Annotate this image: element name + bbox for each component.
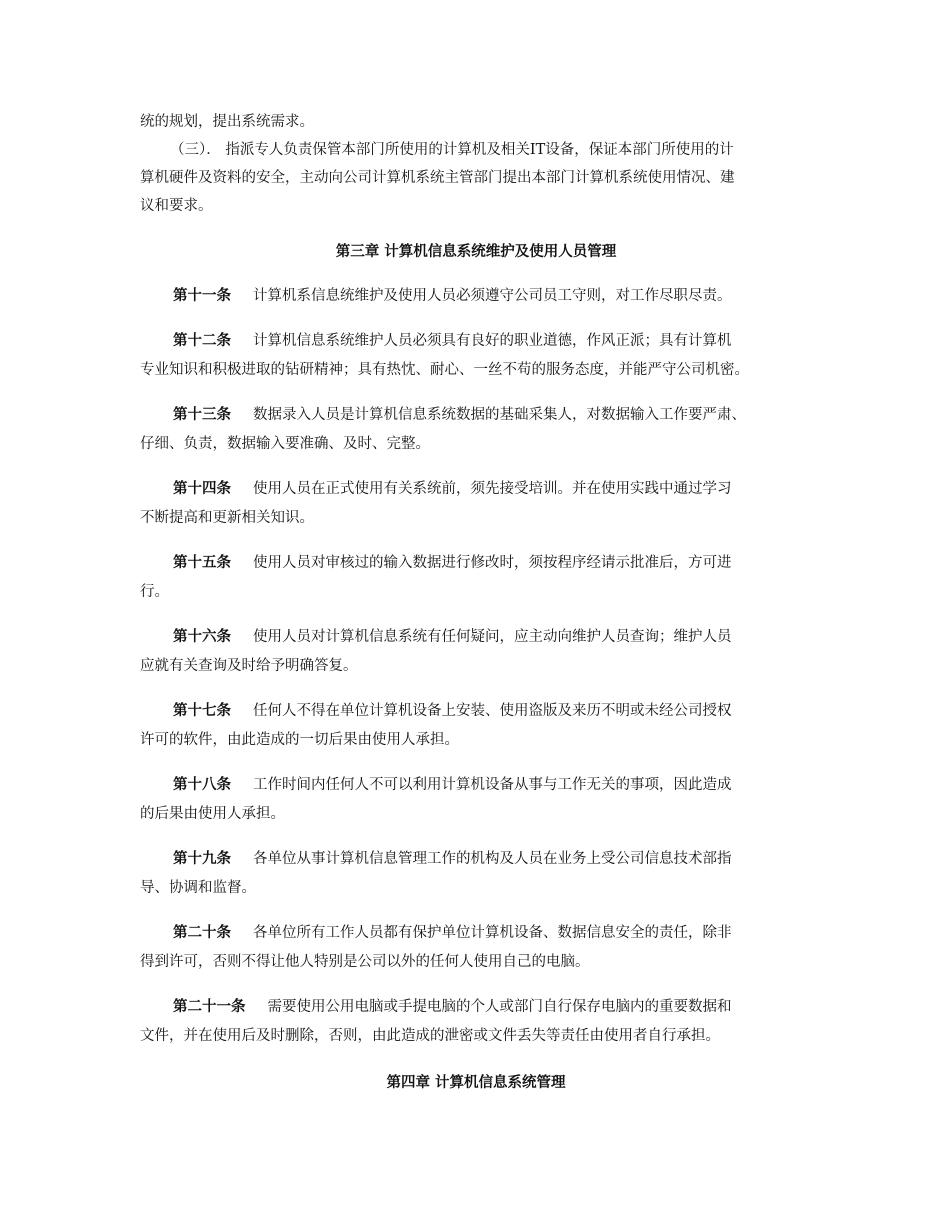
article-title: 第十三条 <box>173 407 231 423</box>
article-text: 导、协调和监督。 <box>140 880 256 896</box>
article-text: 使用人员对计算机信息系统有任何疑问，应主动向维护人员查询；维护人员 <box>253 629 732 645</box>
intro-line-4: 议和要求。 <box>140 198 213 214</box>
article-17 <box>140 697 812 755</box>
article-text: 专业知识和积极进取的钻研精神；具有热忱、耐心、一丝不苟的服务态度，并能严守公司机密。 <box>140 362 749 378</box>
article-text: 不断提高和更新相关知识。 <box>140 510 314 526</box>
article-text: 使用人员在正式使用有关系统前，须先接受培训。并在使用实践中通过学习 <box>253 481 732 497</box>
article-text: 仔细、负责，数据输入要准确、及时、完整。 <box>140 436 430 452</box>
article-text: 工作时间内任何人不可以利用计算机设备从事与工作无关的事项，因此造成 <box>253 777 732 793</box>
intro-line-3: 算机硬件及资料的安全，主动向公司计算机系统主管部门提出本部门计算机系统使用情况、建 <box>140 170 735 186</box>
article-16 <box>140 623 812 681</box>
article-title: 第二十条 <box>173 925 231 941</box>
article-text: 行。 <box>140 584 169 600</box>
article-20 <box>140 919 812 977</box>
article-title: 第十四条 <box>173 481 231 497</box>
article-text: 计算机信息系统维护人员必须具有良好的职业道德，作风正派；具有计算机 <box>253 333 732 349</box>
article-text: 任何人不得在单位计算机设备上安装、使用盗版及来历不明或未经公司授权 <box>253 703 732 719</box>
article-text: 数据录入人员是计算机信息系统数据的基础采集人，对数据输入工作要严肃、 <box>253 407 746 423</box>
chapter-3-heading: 第三章 计算机信息系统维护及使用人员管理 <box>335 244 617 260</box>
article-text: 应就有关查询及时给予明确答复。 <box>140 658 358 674</box>
intro-line-1: 统的规划，提出系统需求。 <box>140 114 314 130</box>
article-title: 第十一条 <box>173 288 231 304</box>
article-title: 第十七条 <box>173 703 231 719</box>
article-19 <box>140 845 812 903</box>
article-11 <box>140 282 812 311</box>
article-title: 第十二条 <box>173 333 231 349</box>
article-18 <box>140 771 812 829</box>
article-13 <box>140 401 812 459</box>
article-12 <box>140 327 812 385</box>
article-text: 使用人员对审核过的输入数据进行修改时，须按程序经请示批准后，方可进 <box>253 555 732 571</box>
article-21 <box>140 993 812 1051</box>
article-text: 各单位所有工作人员都有保护单位计算机设备、数据信息安全的责任，除非 <box>253 925 732 941</box>
document-page <box>140 0 812 1113</box>
article-text: 得到许可，否则不得让他人特别是公司以外的任何人使用自己的电脑。 <box>140 954 590 970</box>
article-text: 文件，并在使用后及时删除，否则，由此造成的泄密或文件丢失等责任由使用者自行承担。 <box>140 1028 720 1044</box>
article-title: 第十五条 <box>173 555 231 571</box>
chapter-4-heading: 第四章 计算机信息系统管理 <box>386 1075 566 1091</box>
article-title: 第十六条 <box>173 629 231 645</box>
article-14 <box>140 475 812 533</box>
article-title: 第十九条 <box>173 851 231 867</box>
article-title: 第二十一条 <box>173 999 246 1015</box>
intro-line-2: （三）． 指派专人负责保管本部门所使用的计算机及相关IT设备，保证本部门所使用的计 <box>170 142 734 158</box>
article-text: 需要使用公用电脑或手提电脑的个人或部门自行保存电脑内的重要数据和 <box>267 999 732 1015</box>
article-text: 许可的软件，由此造成的一切后果由使用人承担。 <box>140 732 459 748</box>
article-text: 的后果由使用人承担。 <box>140 806 285 822</box>
article-text: 各单位从事计算机信息管理工作的机构及人员在业务上受公司信息技术部指 <box>253 851 732 867</box>
article-text: 计算机系信息统维护及使用人员必须遵守公司员工守则，对工作尽职尽责。 <box>253 288 732 304</box>
article-title: 第十八条 <box>173 777 231 793</box>
article-15 <box>140 549 812 607</box>
